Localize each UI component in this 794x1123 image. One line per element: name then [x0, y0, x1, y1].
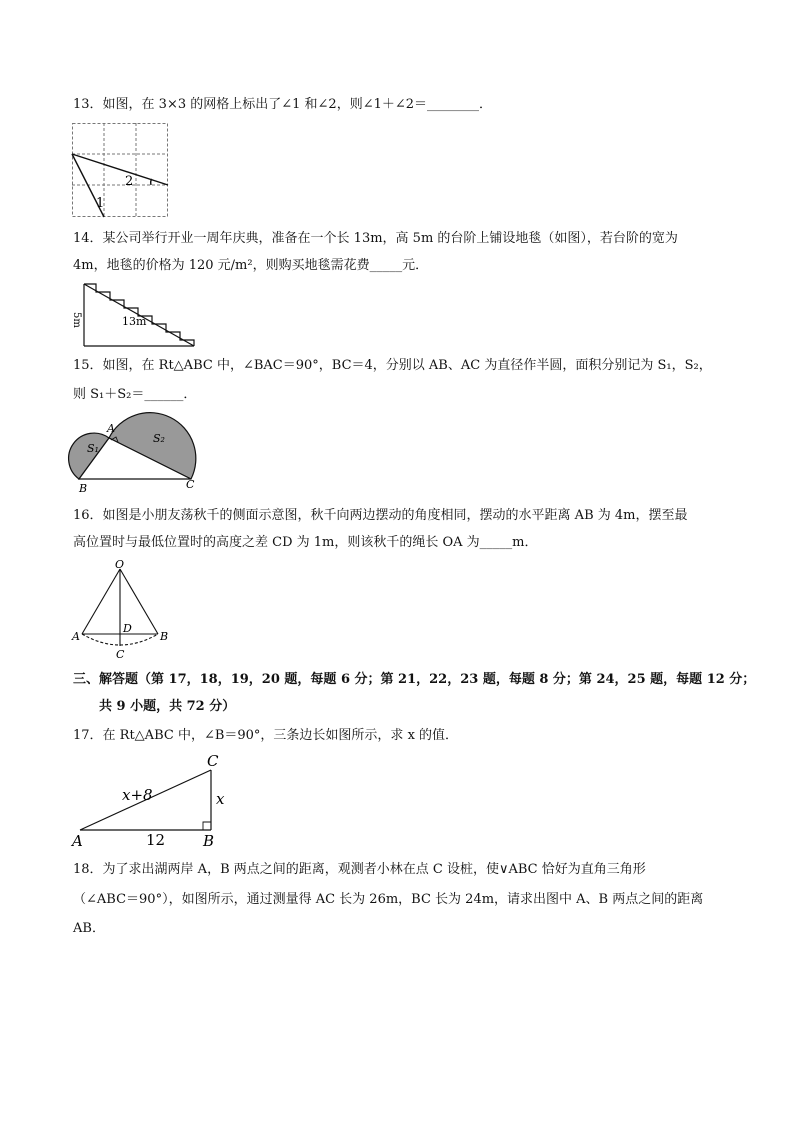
- q17-label-B: B: [203, 832, 215, 850]
- q16-label-A: A: [72, 630, 80, 643]
- q17-label-x: x: [216, 790, 225, 808]
- q14-text-line1: 14．某公司举行开业一周年庆典，准备在一个长 13m，高 5m 的台阶上铺设地毯（如图），若台阶的宽为: [73, 231, 678, 246]
- q18-text-line1: 18．为了求出湖两岸 A，B 两点之间的距离，观测者小林在点 C 设桩，使∨ABC 恰好为直角三角形: [73, 862, 646, 877]
- q13-angle2-label: 2: [125, 174, 134, 189]
- q15-text-line2: 则 S₁＋S₂＝______．: [73, 387, 197, 402]
- q16-swing-figure: [70, 560, 170, 660]
- q16-label-O: O: [115, 558, 125, 571]
- q15-semicircles-figure: [70, 410, 200, 494]
- section3-heading-line1: 三、解答题（第 17，18，19，20 题，每题 6 分；第 21，22，23 题，每题 8 分；第 24，25 题，每题 12 分；: [73, 672, 756, 687]
- section3-heading-line2: 共 9 小题，共 72 分）: [99, 699, 236, 714]
- q16-label-B: B: [160, 630, 169, 643]
- q14-stairs-figure: [71, 282, 196, 348]
- q16-label-D: D: [123, 622, 132, 635]
- q14-height-label: 5m: [71, 312, 82, 328]
- q17-label-A: A: [72, 832, 83, 850]
- q15-label-S2: S₂: [153, 432, 165, 445]
- q13-grid-figure: [72, 123, 168, 217]
- q17-triangle-figure: [72, 752, 232, 848]
- q13-text: 13．如图，在 3×3 的网格上标出了∠1 和∠2，则∠1＋∠2＝________．: [73, 97, 493, 112]
- q17-text: 17．在 Rt△ABC 中，∠B＝90°，三条边长如图所示，求 x 的值．: [73, 728, 459, 743]
- q16-text-line2: 高位置时与最低位置时的高度之差 CD 为 1m，则该秋千的绳长 OA 为_____m．: [73, 535, 538, 550]
- q15-label-A: A: [107, 422, 115, 435]
- q17-label-12: 12: [146, 831, 166, 849]
- q14-slope-label: 13m: [122, 315, 147, 328]
- q17-label-hyp: x+8: [122, 786, 153, 804]
- q13-angle1-label: 1: [96, 196, 105, 211]
- q15-label-S1: S₁: [87, 442, 99, 455]
- q16-text-line1: 16．如图是小朋友荡秋千的侧面示意图，秋千向两边摆动的角度相同，摆动的水平距离 AB 为 4m，摆至最: [73, 508, 688, 523]
- q18-text-line2: （∠ABC＝90°），如图所示，通过测量得 AC 长为 26m，BC 长为 24m，请求出图中 A、B 两点之间的距离: [73, 892, 704, 907]
- q14-text-line2: 4m，地毯的价格为 120 元/m²，则购买地毯需花费_____元．: [73, 258, 429, 273]
- q15-label-C: C: [186, 478, 195, 491]
- q18-text-line3: AB．: [73, 921, 105, 936]
- q16-label-C: C: [116, 648, 125, 661]
- q15-label-B: B: [79, 482, 88, 495]
- q17-label-C: C: [207, 752, 219, 770]
- q15-text-line1: 15．如图，在 Rt△ABC 中，∠BAC＝90°，BC＝4，分别以 AB、AC 为直径作半圆，面积分别记为 S₁，S₂，: [73, 358, 712, 373]
